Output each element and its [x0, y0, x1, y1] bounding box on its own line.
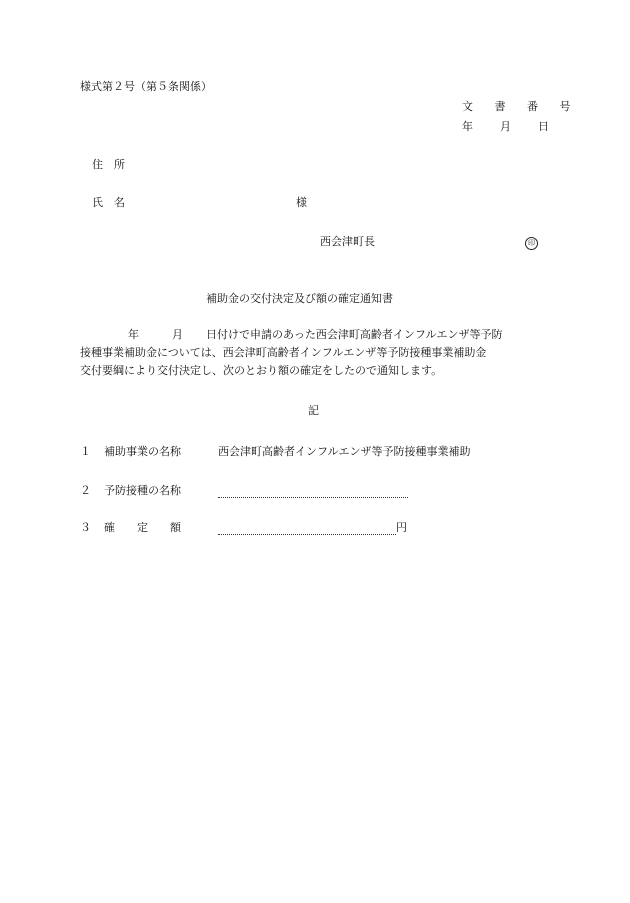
item-value-line — [218, 484, 408, 498]
issuer-title: 西会津町長 — [320, 235, 375, 248]
body-year-label: 年 — [128, 328, 139, 341]
item-number: ３ — [80, 521, 91, 534]
body-line-1: 日付けで申請のあった西会津町高齢者インフルエンザ等予防 — [206, 328, 503, 341]
seal-mark — [525, 235, 538, 250]
name-label: 氏 名 — [92, 196, 125, 209]
body-month-label: 月 — [172, 328, 183, 341]
yen-unit: 円 — [396, 521, 407, 534]
notice-body — [80, 326, 560, 380]
seal-icon: 印 — [525, 237, 538, 250]
document-title: 補助金の交付決定及び額の確定通知書 — [206, 292, 393, 305]
date-year-label: 年 — [462, 120, 473, 133]
address-label: 住 所 — [92, 158, 125, 171]
item-number: ２ — [80, 484, 91, 497]
ki-heading: 記 — [308, 404, 319, 417]
date-day-label: 日 — [538, 120, 549, 133]
body-line-3: 交付要綱により交付決定し、次のとおり額の確定をしたので通知します。 — [80, 364, 443, 377]
item-label: 予防接種の名称 — [104, 484, 181, 497]
item-value: 西会津町高齢者インフルエンザ等予防接種事業補助 — [218, 445, 471, 458]
item-label: 補助事業の名称 — [104, 445, 181, 458]
amount-line — [218, 521, 407, 535]
vaccination-name-blank — [218, 485, 408, 498]
item-label: 確 定 額 — [104, 521, 181, 534]
form-number-label: 様式第２号（第５条関係） — [80, 80, 212, 93]
item-number: １ — [80, 445, 91, 458]
date-month-label: 月 — [500, 120, 511, 133]
body-line-2: 接種事業補助金については、西会津町高齢者インフルエンザ等予防接種事業補助金 — [80, 346, 487, 359]
amount-blank — [218, 522, 396, 535]
document-number-label: 文 書 番 号 — [462, 100, 580, 113]
honorific-label: 様 — [296, 196, 307, 209]
